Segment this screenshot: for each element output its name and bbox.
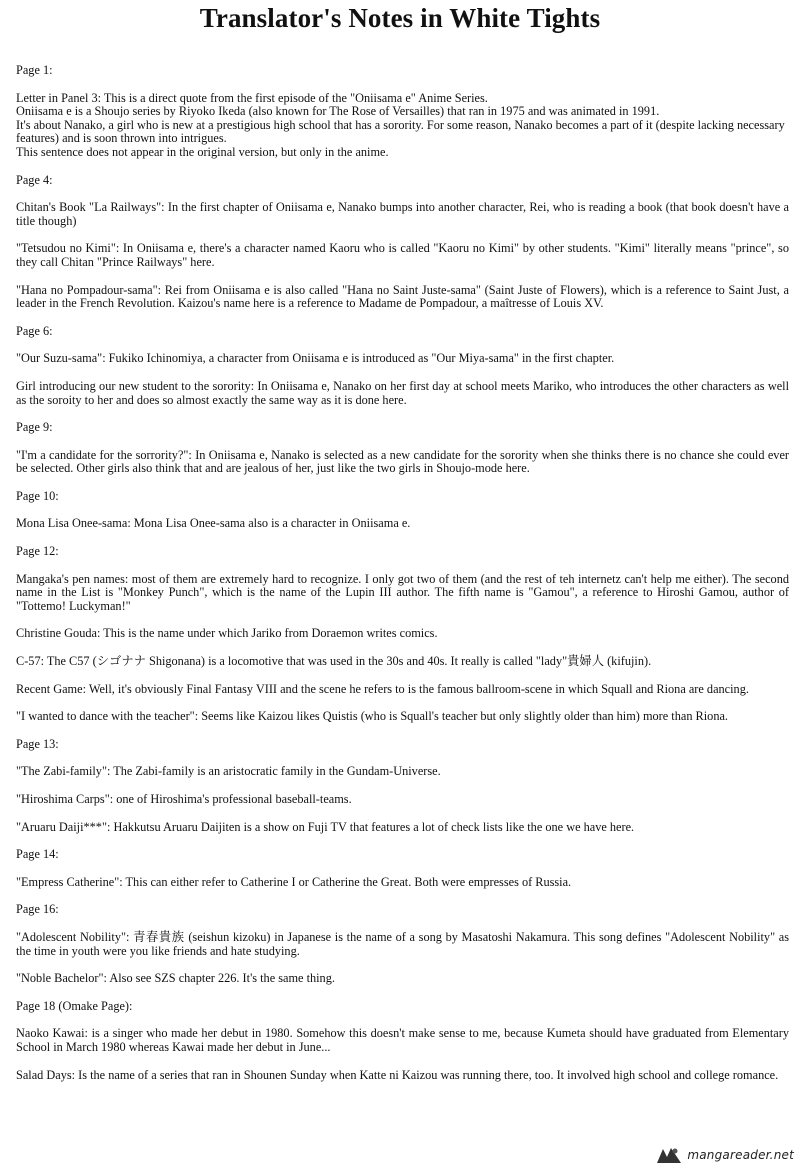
note-paragraph: "Noble Bachelor": Also see SZS chapter 226. It's the same thing. (16, 971, 335, 986)
note-paragraph: "Hiroshima Carps": one of Hiroshima's professional baseball-teams. (16, 792, 352, 806)
note-paragraph: Girl introducing our new student to the sorority: In Oniisama e, Nanako on her first day at school meets Mariko, who introduces the other characters as well as the soroity to her and does so almost exactly the same way as it is done here. (16, 378, 789, 407)
note-line: It's about Nanako, a girl who is new at a prestigious high school that has a sorority. For some reason, Nanako becomes a part of it (despite lacking necessary features) and is soon thrown into intrigues. (16, 117, 785, 146)
note-paragraph: "I'm a candidate for the sorrority?": In Oniisama e, Nanako is selected as a new candidate for the sorority when she thinks there is no chance she could ever be selected. Other girls also think that and are jealous of her, just like the two girls in Shoujo-mode here. (16, 447, 789, 476)
page-heading: Page 14: (16, 847, 59, 862)
note-paragraph: "Adolescent Nobility": 青春貴族 (seishun kizoku) in Japanese is the name of a song by Masatoshi Nakamura. This song defines "Adolescent Nobility" as the time in youth were you like friends and hate studying. (16, 929, 789, 958)
mangareader-logo-icon (655, 1145, 683, 1165)
page-heading: Page 16: (16, 902, 59, 917)
note-paragraph: C-57: The C57 (シゴナナ Shigonana) is a locomotive that was used in the 30s and 40s. It really is called "lady"貴婦人 (kifujin). (16, 654, 652, 669)
page-heading: Page 1: (16, 63, 53, 77)
page-title: Translator's Notes in White Tights (199, 3, 601, 33)
note-paragraph: Chitan's Book "La Railways": In the first chapter of Oniisama e, Nanako bumps into another character, Rei, who is reading a book (that book doesn't have a title though) (16, 200, 789, 228)
note-paragraph: Recent Game: Well, it's obviously Final Fantasy VIII and the scene he refers to is the famous ballroom-scene in which Squall and Riona are dancing. (16, 681, 749, 696)
note-line: This sentence does not appear in the original version, but only in the anime. (16, 144, 389, 159)
notes-content (16, 64, 789, 1096)
watermark-text: mangareader.net (687, 1148, 794, 1162)
note-paragraph: "Our Suzu-sama": Fukiko Ichinomiya, a character from Oniisama e is introduced as "Our Miya-sama" in the first chapter. (16, 351, 615, 366)
note-line: Oniisama e is a Shoujo series by Riyoko Ikeda (also known for The Rose of Versailles) that ran in 1975 and was animated in 1991. (16, 104, 660, 119)
page-heading: Page 18 (Omake Page): (16, 998, 133, 1013)
note-paragraph: Christine Gouda: This is the name under which Jariko from Doraemon writes comics. (16, 626, 438, 641)
watermark (655, 1145, 794, 1165)
page-heading: Page 4: (16, 172, 53, 187)
note-paragraph: Naoko Kawai: is a singer who made her debut in 1980. Somehow this doesn't make sense to me, because Kumeta should have graduated from Elementary School in March 1980 whereas Kawai made her debut in June... (16, 1026, 789, 1054)
note-paragraph: Mona Lisa Onee-sama: Mona Lisa Onee-sama also is a character in Oniisama e. (16, 516, 411, 531)
note-line: Letter in Panel 3: This is a direct quote from the first episode of the "Oniisama e" Anime Series. (16, 90, 488, 105)
note-paragraph: "Tetsudou no Kimi": In Oniisama e, there's a character named Kaoru who is called "Kaoru no Kimi" by other students. "Kimi" literally means "prince", so they call Chitan "Prince Railways" here. (16, 241, 789, 269)
note-paragraph: Mangaka's pen names: most of them are extremely hard to recognize. I only got two of them (and the rest of teh internetz can't help me either). The second name in the List is "Monkey Punch", which is the name of the Lupin III author. The fifth name is "Gamou", a reference to Hiroshi Gamou, author of "Tottemo! Luckyman!" (16, 571, 789, 613)
page-heading: Page 9: (16, 420, 53, 435)
note-paragraph: "I wanted to dance with the teacher": Seems like Kaizou likes Quistis (who is Squall's teacher but only slightly older than him) more than Riona. (16, 709, 728, 724)
note-paragraph: "The Zabi-family": The Zabi-family is an aristocratic family in the Gundam-Universe. (16, 764, 441, 779)
note-paragraph: Salad Days: Is the name of a series that ran in Shounen Sunday when Katte ni Kaizou was running there, too. It involved high school and college romance. (16, 1067, 779, 1082)
page-heading: Page 6: (16, 323, 53, 338)
note-paragraph: "Hana no Pompadour-sama": Rei from Oniisama e is also called "Hana no Saint Juste-sama" (Saint Juste of Flowers), which is a reference to Saint Just, a leader in the French Revolution. Kaizou's name here is a reference to Madame de Pompadour, a maîtresse of Louis XV. (16, 282, 789, 311)
note-paragraph: "Empress Catherine": This can either refer to Catherine I or Catherine the Great. Both were empresses of Russia. (16, 874, 572, 889)
page-heading: Page 13: (16, 736, 59, 751)
note-paragraph: "Aruaru Daiji***": Hakkutsu Aruaru Daijiten is a show on Fuji TV that features a lot of check lists like the one we have here. (16, 819, 635, 834)
page-heading: Page 12: (16, 544, 59, 559)
page-heading: Page 10: (16, 488, 59, 503)
